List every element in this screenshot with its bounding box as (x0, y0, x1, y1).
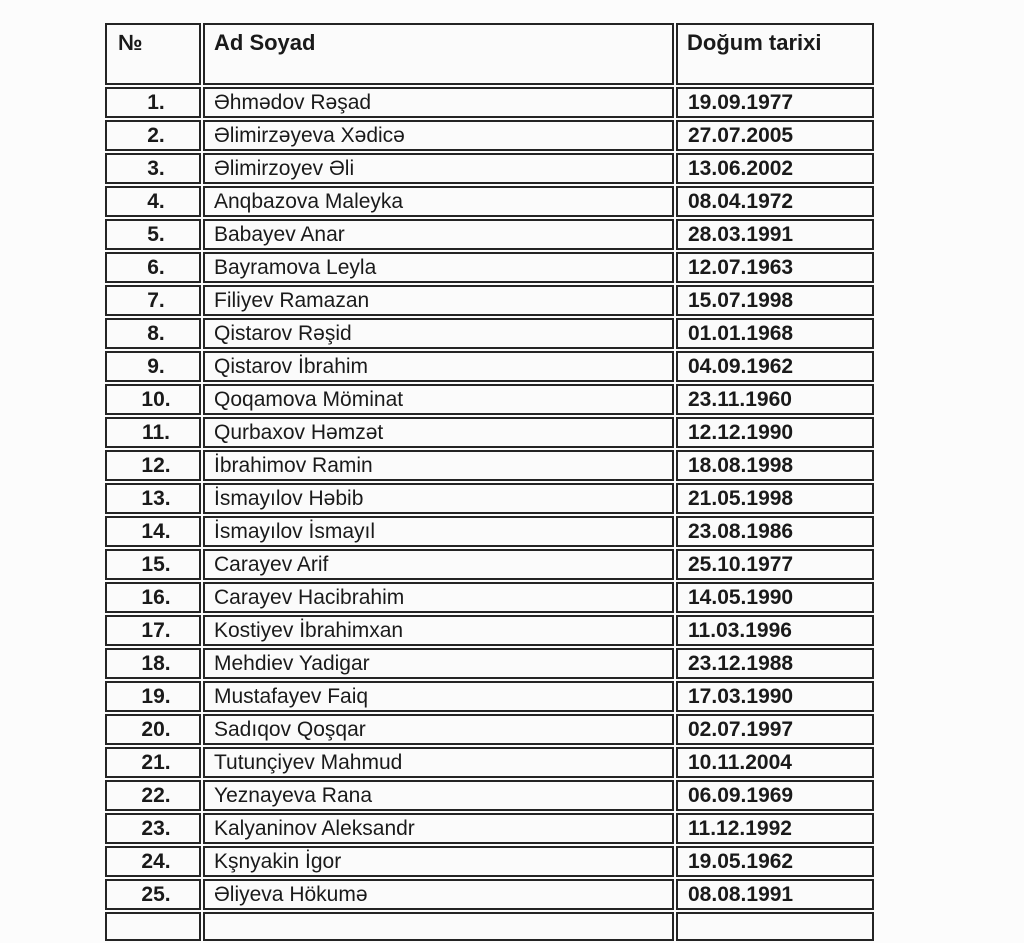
dob-cell: 08.08.1991 (676, 879, 874, 910)
table-row (105, 813, 874, 844)
row-number-cell: 4. (105, 186, 201, 217)
row-number-cell: 15. (105, 549, 201, 580)
dob-cell (676, 912, 874, 941)
table-body (105, 87, 874, 941)
row-number-cell: 10. (105, 384, 201, 415)
dob-cell: 08.04.1972 (676, 186, 874, 217)
table-row (105, 615, 874, 646)
row-number-cell: 5. (105, 219, 201, 250)
row-number-cell: 24. (105, 846, 201, 877)
table-row (105, 879, 874, 910)
dob-cell: 23.11.1960 (676, 384, 874, 415)
dob-cell: 01.01.1968 (676, 318, 874, 349)
name-cell: Bayramova Leyla (203, 252, 674, 283)
header-row (105, 23, 874, 85)
table-row (105, 780, 874, 811)
dob-cell: 15.07.1998 (676, 285, 874, 316)
dob-cell: 28.03.1991 (676, 219, 874, 250)
name-cell: Sadıqov Qoşqar (203, 714, 674, 745)
name-cell: Əlimirzəyeva Xədicə (203, 120, 674, 151)
name-cell: İsmayılov Həbib (203, 483, 674, 514)
table-row (105, 417, 874, 448)
name-cell (203, 912, 674, 941)
name-cell: Filiyev Ramazan (203, 285, 674, 316)
table-row (105, 186, 874, 217)
table-row (105, 153, 874, 184)
row-number-cell: 9. (105, 351, 201, 382)
row-number-cell: 18. (105, 648, 201, 679)
row-number-cell: 21. (105, 747, 201, 778)
row-number-cell: 20. (105, 714, 201, 745)
dob-cell: 14.05.1990 (676, 582, 874, 613)
dob-cell: 25.10.1977 (676, 549, 874, 580)
name-cell: Əhmədov Rəşad (203, 87, 674, 118)
table-row (105, 318, 874, 349)
dob-cell: 19.05.1962 (676, 846, 874, 877)
dob-cell: 23.08.1986 (676, 516, 874, 547)
table-row (105, 483, 874, 514)
row-number-cell: 25. (105, 879, 201, 910)
table-row (105, 549, 874, 580)
dob-cell: 27.07.2005 (676, 120, 874, 151)
table-row (105, 714, 874, 745)
dob-cell: 11.03.1996 (676, 615, 874, 646)
column-header-dob: Doğum tarixi (676, 23, 874, 85)
row-number-cell (105, 912, 201, 941)
row-number-cell: 3. (105, 153, 201, 184)
dob-cell: 23.12.1988 (676, 648, 874, 679)
name-cell: Qistarov Rəşid (203, 318, 674, 349)
name-cell: Kostiyev İbrahimxan (203, 615, 674, 646)
dob-cell: 18.08.1998 (676, 450, 874, 481)
dob-cell: 12.07.1963 (676, 252, 874, 283)
name-cell: Qoqamova Möminat (203, 384, 674, 415)
name-cell: Mehdiev Yadigar (203, 648, 674, 679)
name-cell: Yeznayeva Rana (203, 780, 674, 811)
row-number-cell: 12. (105, 450, 201, 481)
row-number-cell: 22. (105, 780, 201, 811)
name-cell: Qurbaxov Həmzət (203, 417, 674, 448)
row-number-cell: 7. (105, 285, 201, 316)
dob-cell: 10.11.2004 (676, 747, 874, 778)
table-row (105, 681, 874, 712)
dob-cell: 17.03.1990 (676, 681, 874, 712)
dob-cell: 11.12.1992 (676, 813, 874, 844)
name-cell: Mustafayev Faiq (203, 681, 674, 712)
document-page (103, 21, 876, 943)
dob-cell: 12.12.1990 (676, 417, 874, 448)
table-row (105, 450, 874, 481)
column-header-no: № (105, 23, 201, 85)
name-cell: Carayev Hacibrahim (203, 582, 674, 613)
column-header-name: Ad Soyad (203, 23, 674, 85)
dob-cell: 19.09.1977 (676, 87, 874, 118)
name-cell: Qistarov İbrahim (203, 351, 674, 382)
name-cell: İbrahimov Ramin (203, 450, 674, 481)
row-number-cell: 2. (105, 120, 201, 151)
table-row (105, 747, 874, 778)
row-number-cell: 17. (105, 615, 201, 646)
dob-cell: 13.06.2002 (676, 153, 874, 184)
name-cell: Kşnyakin İgor (203, 846, 674, 877)
dob-cell: 06.09.1969 (676, 780, 874, 811)
name-cell: Əliyeva Hökumə (203, 879, 674, 910)
table-row (105, 351, 874, 382)
row-number-cell: 13. (105, 483, 201, 514)
row-number-cell: 11. (105, 417, 201, 448)
table-row (105, 120, 874, 151)
birth-date-table (103, 21, 876, 943)
row-number-cell: 6. (105, 252, 201, 283)
table-row (105, 384, 874, 415)
row-number-cell: 14. (105, 516, 201, 547)
name-cell: İsmayılov İsmayıl (203, 516, 674, 547)
table-row (105, 648, 874, 679)
row-number-cell: 16. (105, 582, 201, 613)
table-row (105, 285, 874, 316)
table-row (105, 252, 874, 283)
table-row (105, 582, 874, 613)
name-cell: Babayev Anar (203, 219, 674, 250)
name-cell: Carayev Arif (203, 549, 674, 580)
name-cell: Tutunçiyev Mahmud (203, 747, 674, 778)
table-row (105, 846, 874, 877)
row-number-cell: 8. (105, 318, 201, 349)
empty-table-row (105, 912, 874, 941)
table-row (105, 219, 874, 250)
row-number-cell: 23. (105, 813, 201, 844)
table-row (105, 516, 874, 547)
name-cell: Anqbazova Maleyka (203, 186, 674, 217)
table-row (105, 87, 874, 118)
dob-cell: 02.07.1997 (676, 714, 874, 745)
name-cell: Əlimirzoyev Əli (203, 153, 674, 184)
name-cell: Kalyaninov Aleksandr (203, 813, 674, 844)
row-number-cell: 19. (105, 681, 201, 712)
row-number-cell: 1. (105, 87, 201, 118)
dob-cell: 04.09.1962 (676, 351, 874, 382)
dob-cell: 21.05.1998 (676, 483, 874, 514)
